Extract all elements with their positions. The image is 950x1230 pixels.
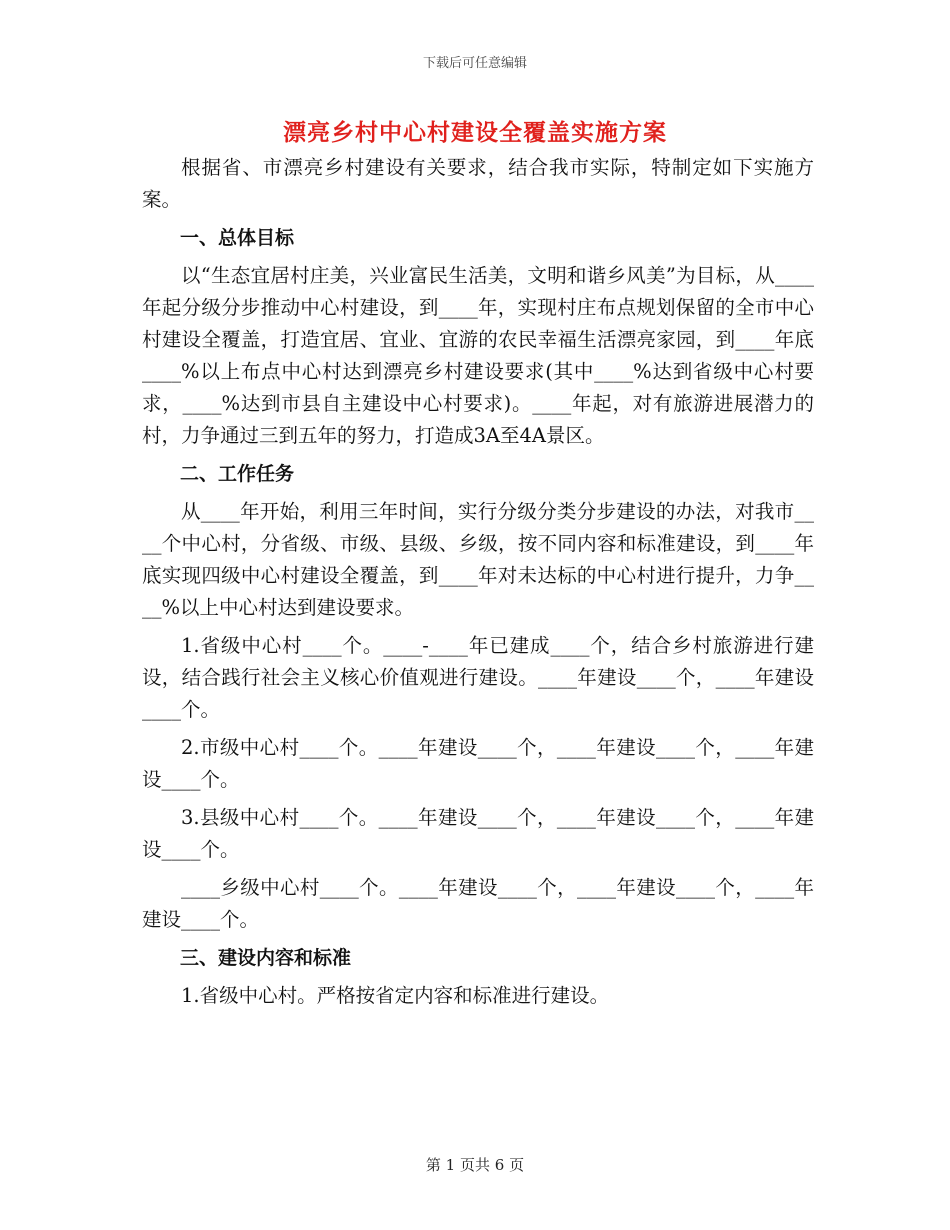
task-item-provincial: 1.省级中心村____个。____-____年已建成____个，结合乡村旅游进行建设，结合践行社会主义核心价值观进行建设。____年建设____个，____年建设____个。 bbox=[142, 634, 814, 721]
standard-item-provincial: 1.省级中心村。严格按省定内容和标准进行建设。 bbox=[181, 984, 610, 1007]
document-body bbox=[142, 152, 814, 1018]
section-heading-tasks: 二、工作任务 bbox=[180, 463, 295, 485]
document-title: 漂亮乡村中心村建设全覆盖实施方案 bbox=[283, 119, 667, 146]
page-footer: 第 1 页共 6 页 bbox=[425, 1156, 525, 1174]
section-heading-standards: 三、建设内容和标准 bbox=[180, 947, 352, 969]
tasks-paragraph: 从____年开始，利用三年时间，实行分级分类分步建设的办法，对我市____个中心村，分省级、市级、县级、乡级，按不同内容和标准建设，到____年底实现四级中心村建设全覆盖，到____年对未达标的中心村进行提升，力争____%以上中心村达到建设要求。 bbox=[142, 500, 814, 619]
header-note: 下载后可任意编辑 bbox=[422, 56, 527, 71]
intro-paragraph: 根据省、市漂亮乡村建设有关要求，结合我市实际，特制定如下实施方案。 bbox=[142, 156, 814, 211]
goals-paragraph: 以“生态宜居村庄美，兴业富民生活美，文明和谐乡风美”为目标，从____年起分级分步推动中心村建设，到____年，实现村庄布点规划保留的全市中心村建设全覆盖，打造宜居、宜业、宜游的农民幸福生活漂亮家园，到____年底____%以上布点中心村达到漂亮乡村建设要求(其中____%达到省级中心村要求，____%达到市县自主建设中心村要求)。____年起，对有旅游进展潜力的村，力争通过三到五年的努力，打造成3A至4A景区。 bbox=[142, 264, 814, 447]
task-item-city: 2.市级中心村____个。____年建设____个，____年建设____个，____年建设____个。 bbox=[142, 736, 814, 791]
task-item-township: ____乡级中心村____个。____年建设____个，____年建设____个，____年建设____个。 bbox=[142, 876, 814, 931]
task-item-county: 3.县级中心村____个。____年建设____个，____年建设____个，____年建设____个。 bbox=[142, 806, 814, 861]
section-heading-goals: 一、总体目标 bbox=[180, 227, 295, 249]
